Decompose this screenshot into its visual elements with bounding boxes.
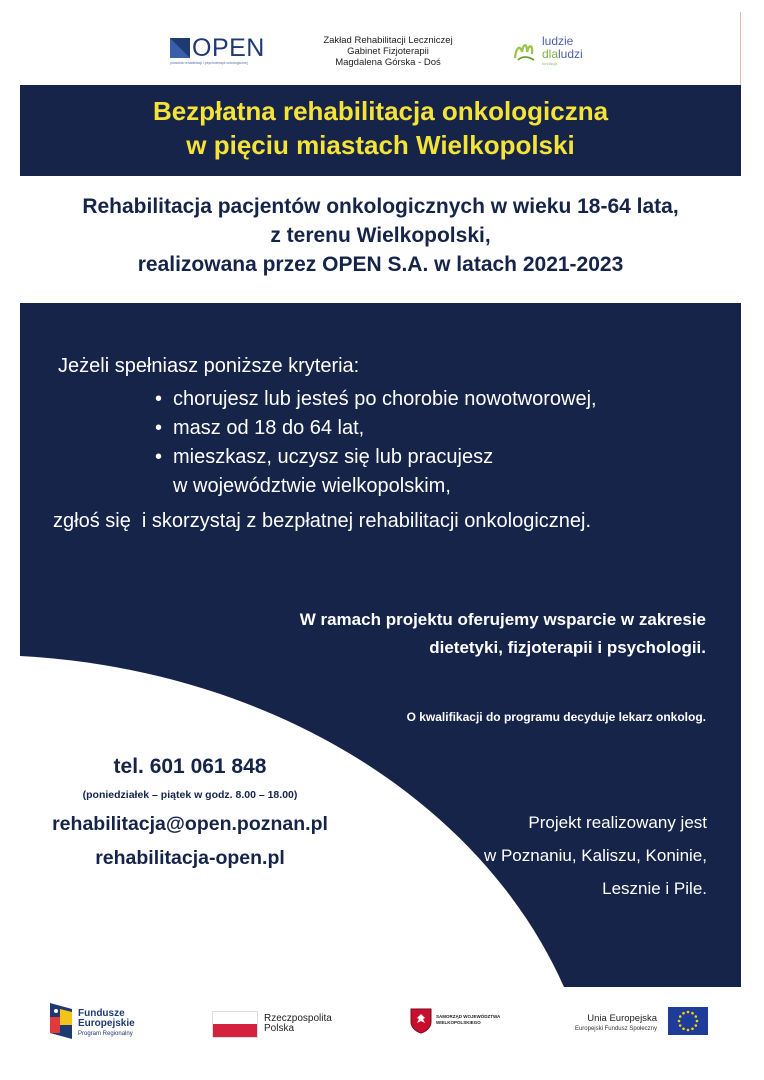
subtitle-line: z terenu Wielkopolski, [270, 224, 491, 247]
support-statement [260, 606, 706, 662]
criteria-intro: Jeżeli spełniasz poniższe kryteria: [58, 355, 360, 377]
page-edge-line [740, 12, 741, 87]
fundusze-europejskie-icon [50, 1003, 72, 1039]
ue-logo-text [565, 1013, 657, 1035]
office-hours: (poniedziałek – piątek w godz. 8.00 – 18.00) [82, 789, 298, 801]
contact-block [20, 755, 360, 870]
rp-line1: Rzeczpospolita [264, 1013, 332, 1024]
sw-line2: WIELKOPOLSKIEGO [436, 1020, 481, 1025]
fe-logo-text [78, 1009, 135, 1029]
ludzie-logo-line2 [542, 47, 583, 61]
criteria-item [153, 385, 597, 414]
qualification-note: O kwalifikacji do programu decyduje lekarz onkolog. [406, 710, 706, 724]
sw-line1: SAMORZĄD WOJEWÓDZTWA [436, 1014, 501, 1019]
fe-line2: Europejskie [78, 1018, 135, 1029]
ludzie-logo-ludzi: ludzi [558, 47, 583, 61]
criteria-item-continuation [153, 472, 597, 501]
clinic-name [318, 35, 458, 68]
phone-number[interactable]: tel. 601 061 848 [113, 755, 267, 778]
criteria-item-text: mieszkasz, uczysz się lub pracujesz [173, 446, 494, 468]
open-logo [170, 36, 278, 68]
rzeczpospolita-polska-logo [212, 1011, 352, 1039]
fe-line3: Program Regionalny [78, 1031, 133, 1037]
open-logo-text: OPEN [192, 34, 265, 62]
ludzie-logo-dla: dla [542, 47, 559, 61]
coat-of-arms-icon [410, 1008, 432, 1034]
email-link[interactable]: rehabilitacja@open.poznan.pl [52, 813, 328, 835]
eu-flag-icon [668, 1007, 708, 1035]
ue-line2: Europejski Fundusz Społeczny [574, 1026, 657, 1032]
ue-line1: Unia Europejska [587, 1013, 657, 1024]
fe-line1: Fundusze [78, 1008, 125, 1019]
title-line: Bezpłatna rehabilitacja onkologiczna [152, 96, 609, 126]
bullet: • [155, 388, 163, 410]
criteria-item-text: masz od 18 do 64 lat, [173, 417, 365, 439]
criteria-list [153, 385, 597, 501]
cities-line: Projekt realizowany jest [528, 813, 707, 832]
criteria-item [153, 414, 597, 443]
open-logo-mark-icon [170, 38, 190, 58]
bullet: • [155, 417, 163, 439]
support-line: dietetyki, fizjoterapii i psychologii. [429, 638, 706, 657]
subtitle-line: Rehabilitacja pacjentów onkologicznych w wieku 18-64 lata, [82, 195, 679, 218]
cities-line: w Poznaniu, Kaliszu, Koninie, [483, 846, 707, 865]
ludzie-logo-line3: fundacja [542, 61, 558, 66]
poster-title [20, 94, 741, 162]
clinic-line: Zakład Rehabilitacji Leczniczej [323, 35, 453, 46]
unia-europejska-logo [565, 1007, 715, 1039]
hands-icon [512, 38, 540, 64]
website-link[interactable]: rehabilitacja-open.pl [95, 847, 285, 869]
clinic-line: Magdalena Górska - Doś [335, 57, 441, 68]
samorzad-wojewodztwa-logo [410, 1008, 520, 1038]
open-logo-tagline: poradnia rehabilitacji i psychoterapii onkologicznej [170, 61, 248, 65]
poster-subtitle [20, 192, 741, 279]
fundusze-europejskie-logo [50, 1003, 180, 1043]
ludzie-logo-line1: ludzie [542, 34, 574, 48]
cities-line: Lesznie i Pile. [602, 879, 707, 898]
criteria-item-text: w województwie wielkopolskim, [173, 475, 451, 497]
polish-flag-icon [212, 1011, 258, 1038]
ludzie-dla-ludzi-logo [512, 34, 602, 68]
project-cities [380, 806, 707, 905]
sw-logo-text [436, 1014, 500, 1026]
support-line: W ramach projektu oferujemy wsparcie w zakresie [299, 610, 706, 629]
bullet: • [155, 446, 163, 468]
subtitle-line: realizowana przez OPEN S.A. w latach 2021-2023 [137, 253, 624, 276]
criteria-item-text: chorujesz lub jesteś po chorobie nowotworowej, [173, 388, 597, 410]
criteria-outro: zgłoś się i skorzystaj z bezpłatnej rehabilitacji onkologicznej. [53, 510, 592, 532]
rp-logo-text [264, 1014, 332, 1034]
clinic-line: Gabinet Fizjoterapii [347, 46, 429, 57]
title-line: w pięciu miastach Wielkopolski [186, 130, 575, 160]
criteria-item [153, 443, 597, 472]
rp-line2: Polska [264, 1023, 295, 1034]
